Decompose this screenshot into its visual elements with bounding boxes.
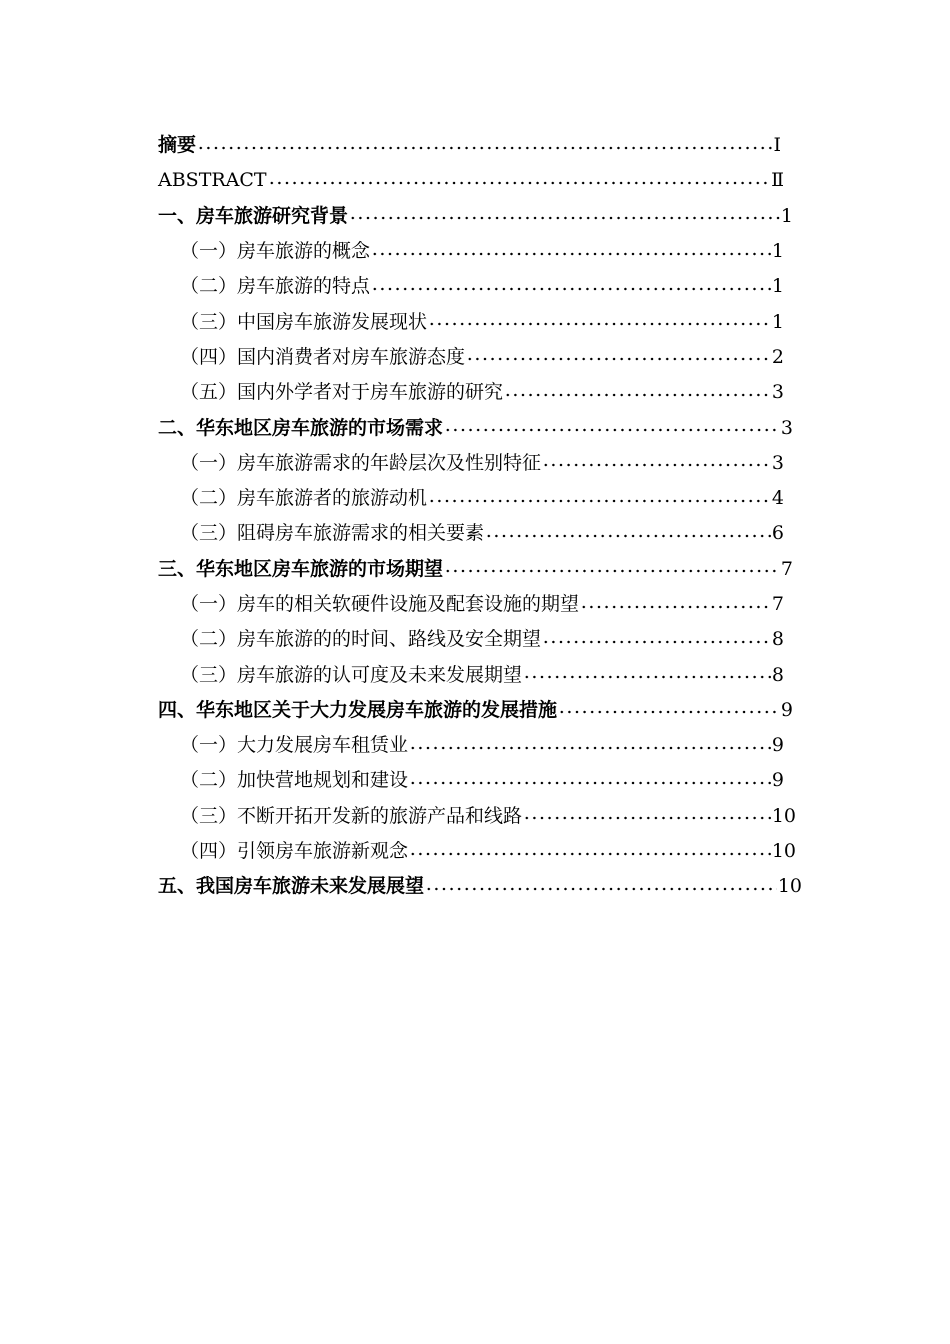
toc-entry-page-number: 2: [771, 345, 784, 368]
toc-dot-leader: [371, 252, 771, 256]
toc-entry-title: （二）房车旅游的的时间、路线及安全期望: [180, 628, 542, 651]
toc-entry-page-number: 9: [771, 734, 784, 757]
toc-entry[interactable]: [0, 552, 793, 587]
toc-entry-title: （一）房车旅游需求的年龄层次及性别特征: [180, 451, 542, 474]
toc-dot-leader: [558, 710, 780, 714]
toc-entry-title: 五、我国房车旅游未来发展展望: [158, 875, 425, 898]
toc-entry-title: 三、华东地区房车旅游的市场期望: [158, 557, 444, 580]
toc-entry[interactable]: [0, 163, 784, 198]
toc-dot-leader: [523, 816, 771, 820]
toc-entry[interactable]: [0, 340, 784, 375]
toc-entry[interactable]: [0, 375, 784, 410]
toc-dot-leader: [542, 640, 771, 644]
toc-entry-page-number: 8: [771, 628, 784, 651]
toc-entry-page-number: 8: [771, 663, 784, 686]
toc-dot-leader: [425, 887, 777, 891]
toc-entry-page-number: 3: [771, 381, 784, 404]
toc-entry-title: （一）大力发展房车租赁业: [180, 734, 409, 757]
toc-entry-page-number: 4: [771, 487, 784, 510]
toc-dot-leader: [466, 357, 771, 361]
toc-entry[interactable]: [0, 304, 784, 339]
toc-entry[interactable]: [0, 728, 784, 763]
toc-entry-title: （三）不断开拓开发新的旅游产品和线路: [180, 804, 523, 827]
toc-dot-leader: [523, 675, 771, 679]
toc-entry-page-number: 3: [780, 416, 793, 439]
toc-entry[interactable]: [0, 410, 793, 445]
toc-entry-title: （二）加快营地规划和建设: [180, 769, 409, 792]
toc-entry-title: （三）阻碍房车旅游需求的相关要素: [180, 522, 485, 545]
toc-entry-page-number: 10: [771, 804, 796, 827]
toc-entry-title: （四）国内消费者对房车旅游态度: [180, 345, 466, 368]
toc-entry-title: （一）房车的相关软硬件设施及配套设施的期望: [180, 593, 580, 615]
toc-entry-title: （三）中国房车旅游发展现状: [180, 310, 428, 333]
toc-entry[interactable]: [0, 869, 802, 904]
toc-entry-title: （一）房车旅游的概念: [180, 240, 371, 263]
toc-entry-page-number: 3: [771, 451, 784, 474]
toc-entry[interactable]: [0, 199, 793, 234]
toc-entry[interactable]: [0, 693, 793, 728]
toc-entry[interactable]: [0, 763, 784, 798]
toc-entry-title: （二）房车旅游者的旅游动机: [180, 487, 428, 510]
toc-dot-leader: [444, 428, 780, 432]
toc-dot-leader: [409, 852, 771, 856]
toc-entry[interactable]: [0, 834, 796, 869]
toc-dot-leader: [485, 534, 771, 538]
toc-entry[interactable]: [0, 481, 784, 516]
toc-entry[interactable]: [0, 234, 784, 269]
toc-dot-leader: [542, 463, 771, 467]
toc-entry-title: 摘要: [158, 134, 197, 157]
toc-entry-page-number: 1: [771, 275, 784, 298]
toc-entry[interactable]: [0, 622, 784, 657]
toc-dot-leader: [409, 746, 771, 750]
toc-entry-page-number: 9: [780, 698, 793, 721]
toc-entry[interactable]: [0, 128, 781, 163]
toc-dot-leader: [197, 146, 772, 150]
toc-entry-page-number: 9: [771, 769, 784, 792]
toc-dot-leader: [349, 216, 780, 220]
toc-entry-page-number: 10: [771, 840, 796, 863]
toc-entry-page-number: 1: [771, 310, 784, 333]
toc-entry-title: （三）房车旅游的认可度及未来发展期望: [180, 663, 523, 686]
toc-entry-title: （二）房车旅游的特点: [180, 275, 371, 298]
toc-entry-page-number: 7: [780, 557, 793, 580]
toc-entry[interactable]: [0, 446, 784, 481]
toc-entry-title: ABSTRACT: [158, 169, 267, 192]
table-of-contents: [0, 128, 950, 905]
toc-entry-page-number: Ⅰ: [773, 134, 781, 157]
toc-entry-page-number: 1: [780, 204, 793, 227]
toc-entry-title: （五）国内外学者对于房车旅游的研究: [180, 381, 504, 404]
toc-entry-title: 二、华东地区房车旅游的市场需求: [158, 416, 444, 439]
toc-entry-page-number: 7: [771, 593, 784, 615]
toc-entry-page-number: 10: [777, 875, 802, 898]
toc-entry[interactable]: [0, 516, 784, 551]
toc-entry[interactable]: [0, 269, 784, 304]
toc-dot-leader: [268, 181, 770, 185]
toc-entry-title: 四、华东地区关于大力发展房车旅游的发展措施: [158, 698, 558, 721]
toc-entry-page-number: Ⅱ: [771, 169, 784, 192]
toc-dot-leader: [580, 605, 771, 609]
toc-entry[interactable]: [0, 587, 784, 622]
toc-dot-leader: [371, 287, 771, 291]
toc-dot-leader: [444, 569, 780, 573]
toc-entry-title: 一、房车旅游研究背景: [158, 204, 349, 227]
toc-entry-page-number: 6: [771, 522, 784, 545]
toc-dot-leader: [504, 393, 771, 397]
toc-entry[interactable]: [0, 657, 784, 692]
toc-dot-leader: [428, 322, 771, 326]
toc-entry[interactable]: [0, 799, 796, 834]
toc-entry-page-number: 1: [771, 240, 784, 263]
toc-dot-leader: [428, 499, 771, 503]
toc-dot-leader: [409, 781, 771, 785]
toc-entry-title: （四）引领房车旅游新观念: [180, 840, 409, 863]
